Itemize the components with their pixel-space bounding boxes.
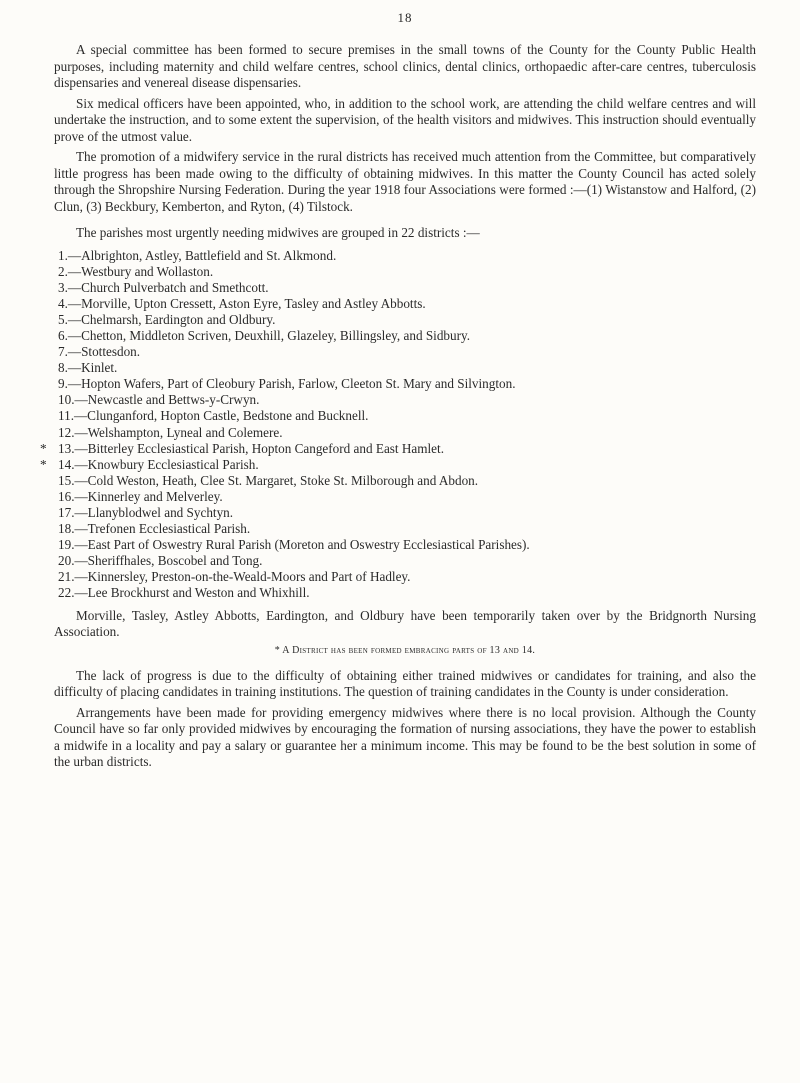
district-item — [60, 264, 756, 280]
page-number: 18 — [397, 10, 413, 25]
district-item — [60, 505, 756, 521]
district-text: 21.—Kinnersley, Preston-on-the-Weald-Moors and Part of Hadley. — [58, 569, 411, 585]
district-item — [60, 328, 756, 344]
district-text: 20.—Sheriffhales, Boscobel and Tong. — [58, 553, 263, 569]
district-text: 10.—Newcastle and Bettws-y-Crwyn. — [58, 392, 260, 408]
district-item — [40, 440, 756, 457]
district-item — [60, 537, 756, 553]
district-item — [60, 248, 756, 264]
paragraph-special-committee: A special committee has been formed to secure premises in the small towns of the County for the County Public Health purposes, including maternity and child welfare centres, school clinics, dental clinics, orthopaedic after-care centres, tuberculosis dispensaries and venereal disease dispensaries. — [54, 42, 756, 90]
district-item — [60, 585, 756, 601]
district-text: 8.—Kinlet. — [58, 360, 118, 376]
district-item — [60, 489, 756, 505]
district-item — [60, 376, 756, 392]
district-item — [60, 425, 756, 441]
district-text: 14.—Knowbury Ecclesiastical Parish. — [58, 456, 259, 472]
district-text: 15.—Cold Weston, Heath, Clee St. Margaret, Stoke St. Milborough and Abdon. — [58, 472, 479, 488]
district-text: 17.—Llanyblodwel and Sychtyn. — [58, 505, 234, 520]
district-item — [60, 392, 756, 408]
district-item — [40, 456, 756, 473]
district-text: 6.—Chetton, Middleton Scriven, Deuxhill, Glazeley, Billingsley, and Sidbury. — [58, 327, 471, 343]
district-text: 19.—East Part of Oswestry Rural Parish (Moreton and Oswestry Ecclesiastical Parishes). — [58, 537, 530, 553]
district-item — [60, 521, 756, 537]
district-text: 12.—Welshampton, Lyneal and Colemere. — [58, 424, 283, 440]
district-item — [60, 296, 756, 312]
district-item — [60, 344, 756, 360]
district-text: 7.—Stottesdon. — [58, 344, 141, 360]
district-text: 13.—Bitterley Ecclesiastical Parish, Hopton Cangeford and East Hamlet. — [58, 440, 444, 456]
district-text: 2.—Westbury and Wollaston. — [58, 263, 214, 279]
district-item — [60, 280, 756, 296]
district-text: 3.—Church Pulverbatch and Smethcott. — [58, 279, 269, 295]
districts-list — [40, 247, 756, 602]
district-text: 11.—Clunganford, Hopton Castle, Bedstone and Bucknell. — [58, 408, 369, 424]
districts-intro: The parishes most urgently needing midwives are grouped in 22 districts :— — [76, 225, 480, 240]
district-text: 9.—Hopton Wafers, Part of Cleobury Parish, Farlow, Cleeton St. Mary and Silvington. — [58, 376, 516, 392]
district-star: * — [40, 456, 47, 472]
paragraph-emergency-midwives: Arrangements have been made for providing emergency midwives where there is no local provision. Although the County Council have so far only provided midwives by encouraging the formation of nursing associations, they have the power to establish a midwife in a locality and pay a salary or guarantee her a minimum income. This may be found to be the best solution in some of the urban districts. — [54, 704, 756, 770]
district-item — [60, 553, 756, 569]
district-text: 4.—Morville, Upton Cressett, Aston Eyre, Tasley and Astley Abbotts. — [58, 295, 426, 311]
district-text: 16.—Kinnerley and Melverley. — [58, 488, 223, 504]
paragraph-lack-of-progress: The lack of progress is due to the difficulty of obtaining either trained midwives or candidates for training, and also the difficulty of placing candidates in training institutions. The question of training candidates in the County is under consideration. — [54, 667, 756, 700]
district-item — [60, 360, 756, 376]
paragraph-midwifery-service: The promotion of a midwifery service in the rural districts has received much attention from the Committee, but comparatively little progress has been made owing to the difficulty of obtaining midwives. In this matter the County Council has acted solely through the Shropshire Nursing Federation. During the year 1918 four Associations were formed :—(1) Wistanstow and Halford, (2) Clun, (3) Beckbury, Kemberton, and Ryton, (4) Tilstock. — [54, 149, 756, 214]
paragraph-medical-officers: Six medical officers have been appointed, who, in addition to the school work, are attending the child welfare centres and will undertake the instruction, and to some extent the supervision, of the health visitors and midwives. This instruction should eventually prove of the utmost value. — [54, 95, 756, 144]
district-text: 1.—Albrighton, Astley, Battlefield and St. Alkmond. — [58, 247, 337, 263]
district-item — [60, 569, 756, 585]
district-star: * — [40, 440, 47, 456]
districts-follow-paragraph: Morville, Tasley, Astley Abbotts, Eardington, and Oldbury have been temporarily taken over by the Bridgnorth Nursing Association. — [54, 607, 756, 640]
district-text: 22.—Lee Brockhurst and Weston and Whixhill. — [58, 585, 310, 601]
district-item — [60, 408, 756, 424]
footnote: * A District has been formed embracing parts of 13 and 14. — [274, 644, 536, 656]
district-item — [60, 312, 756, 328]
district-text: 5.—Chelmarsh, Eardington and Oldbury. — [58, 311, 276, 327]
district-text: 18.—Trefonen Ecclesiastical Parish. — [58, 521, 251, 537]
district-item — [60, 473, 756, 489]
